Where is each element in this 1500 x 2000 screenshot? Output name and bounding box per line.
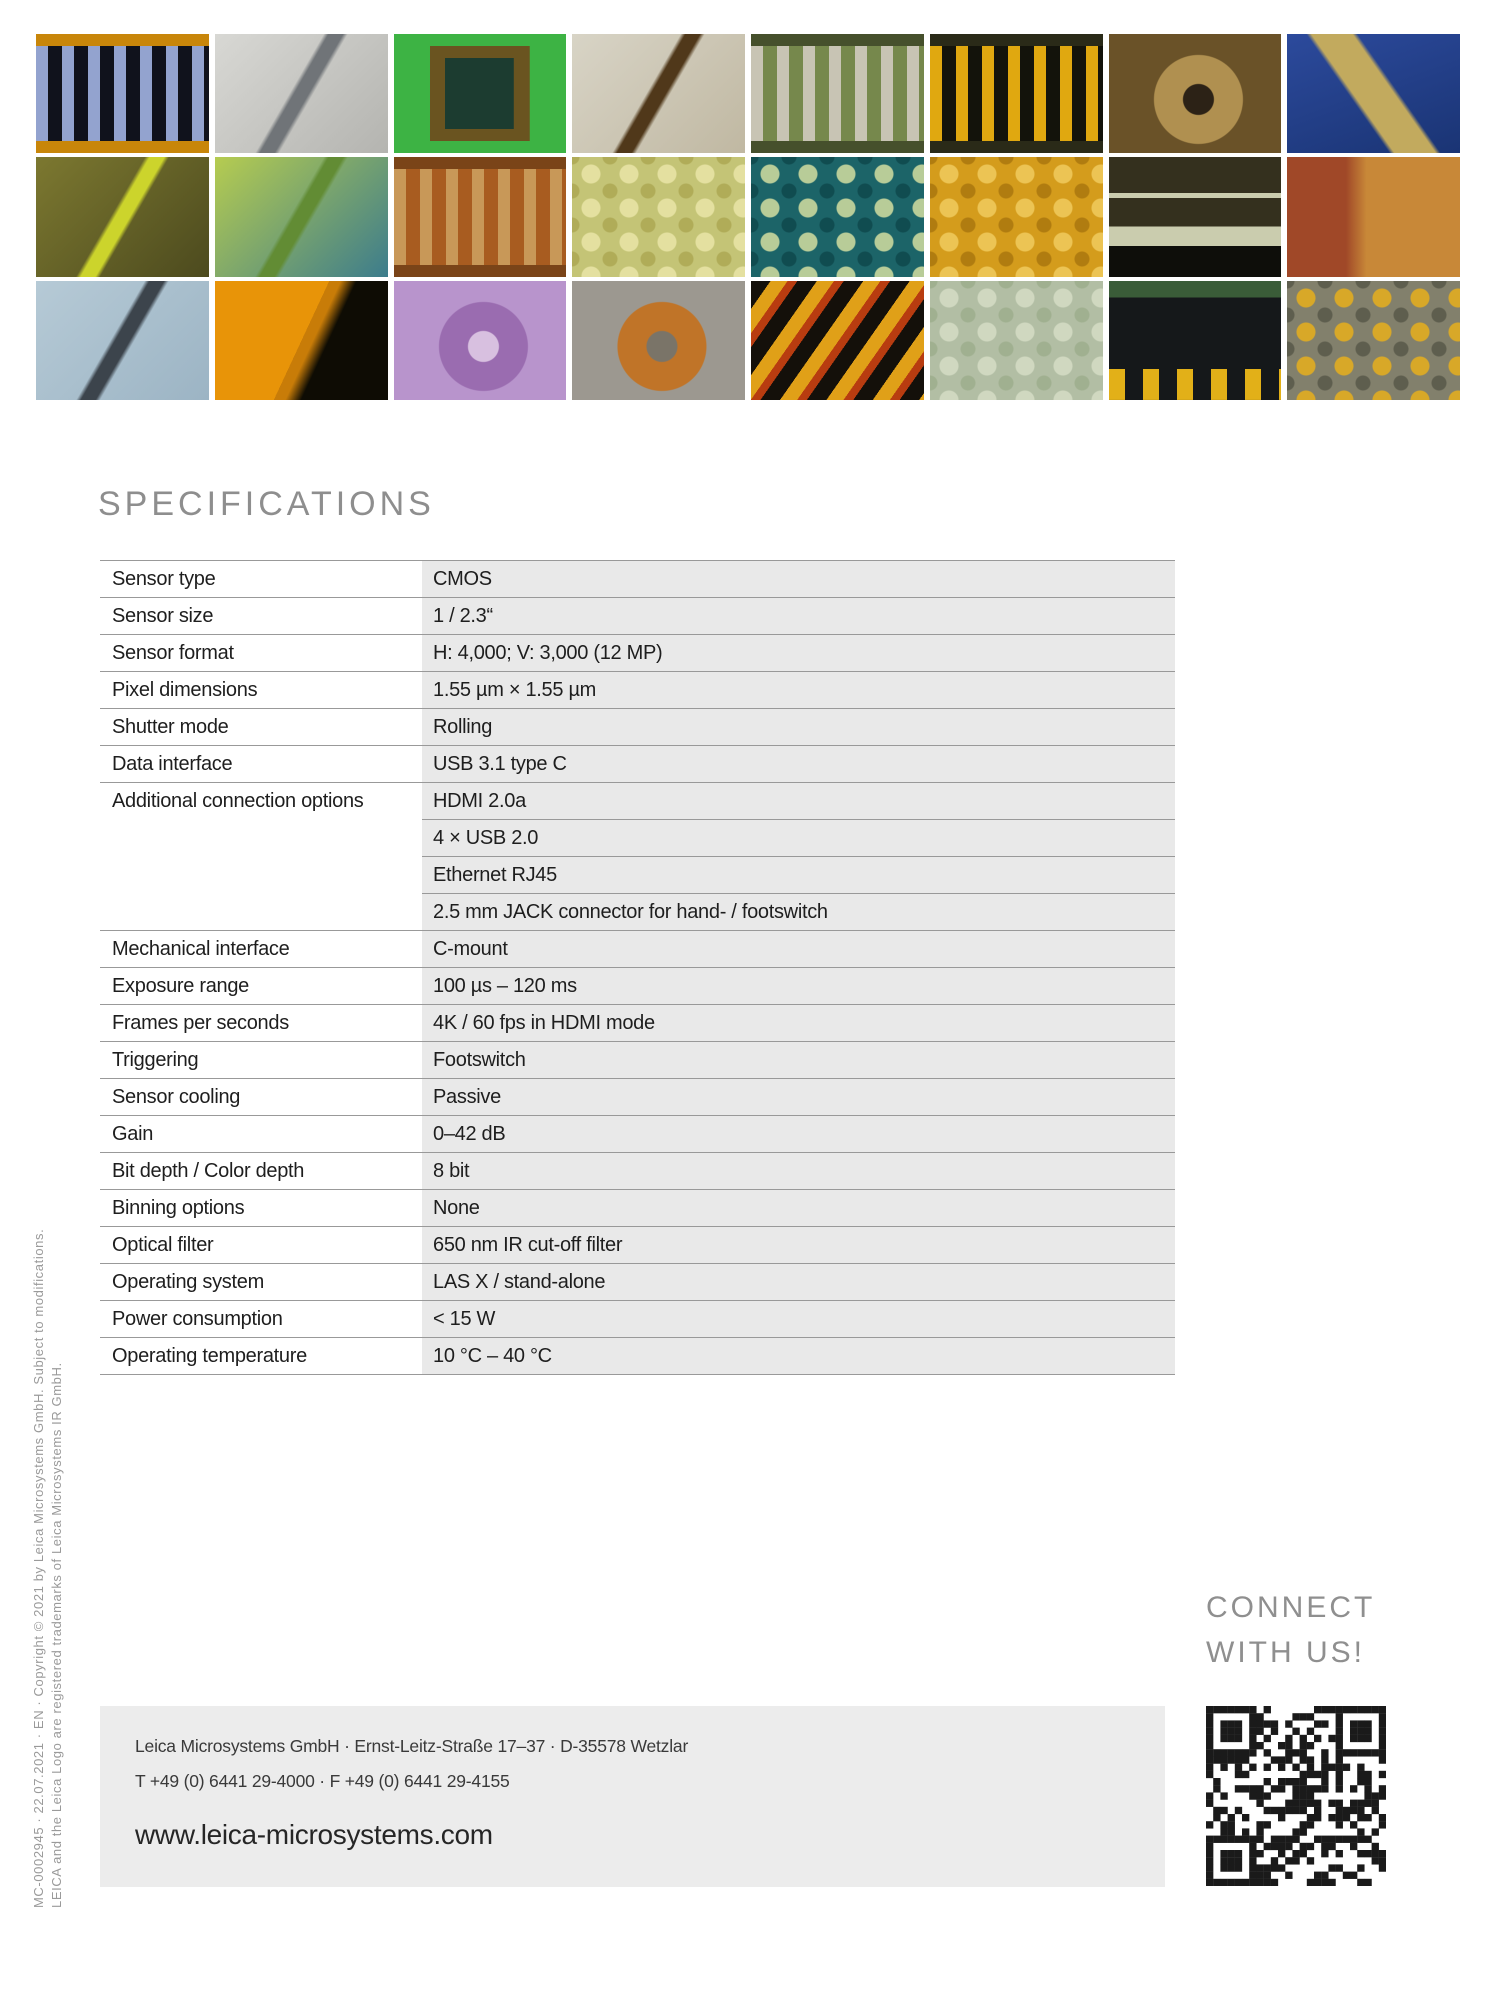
footer-contact-box: [100, 1706, 1165, 1887]
connect-line-1: CONNECT: [1206, 1591, 1376, 1624]
spec-label: Gain: [100, 1115, 422, 1152]
spec-value: Ethernet RJ45: [422, 856, 1175, 893]
website-link[interactable]: www.leica-microsystems.com: [135, 1819, 493, 1850]
spec-label: Binning options: [100, 1189, 422, 1226]
spec-label: [100, 856, 422, 893]
table-row: [100, 930, 1175, 967]
crystals-orange-black-image: [215, 281, 388, 400]
spec-value: LAS X / stand-alone: [422, 1263, 1175, 1300]
table-row: [100, 893, 1175, 930]
table-row: [100, 1041, 1175, 1078]
table-row: [100, 560, 1175, 597]
table-row: [100, 1337, 1175, 1374]
table-row: [100, 1152, 1175, 1189]
spec-label: Optical filter: [100, 1226, 422, 1263]
table-row: [100, 671, 1175, 708]
spec-label: Sensor cooling: [100, 1078, 422, 1115]
spec-value: 4 × USB 2.0: [422, 819, 1175, 856]
moth-pattern-violet-image: [394, 281, 567, 400]
spec-label: Sensor format: [100, 634, 422, 671]
resistors-on-board-image: [751, 34, 924, 153]
spec-label: Bit depth / Color depth: [100, 1152, 422, 1189]
spec-label: Data interface: [100, 745, 422, 782]
spec-value: H: 4,000; V: 3,000 (12 MP): [422, 634, 1175, 671]
chip-package-green-image: [394, 34, 567, 153]
needle-on-blue-image: [36, 281, 209, 400]
cell-tissue-pale-green-image: [930, 281, 1103, 400]
table-row: [100, 1004, 1175, 1041]
table-row: [100, 819, 1175, 856]
table-row: [100, 1115, 1175, 1152]
pcb-traces-teal-image: [751, 157, 924, 276]
honeycomb-orange-image: [930, 157, 1103, 276]
solar-panel-blue-gold-image: [1287, 34, 1460, 153]
spec-label: Sensor type: [100, 560, 422, 597]
guilloche-lime-teal-image: [215, 157, 388, 276]
table-row: [100, 782, 1175, 819]
spec-value: 2.5 mm JACK connector for hand- / footswitch: [422, 893, 1175, 930]
spec-label: Additional connection options: [100, 782, 422, 819]
spec-value: None: [422, 1189, 1175, 1226]
table-row: [100, 634, 1175, 671]
spec-label: Sensor size: [100, 597, 422, 634]
spec-value: USB 3.1 type C: [422, 745, 1175, 782]
insect-wing-beige-image: [572, 34, 745, 153]
spec-value: Footswitch: [422, 1041, 1175, 1078]
table-row: [100, 967, 1175, 1004]
spec-label: Shutter mode: [100, 708, 422, 745]
spec-label: Operating system: [100, 1263, 422, 1300]
spec-value: CMOS: [422, 560, 1175, 597]
spec-value: Passive: [422, 1078, 1175, 1115]
table-row: [100, 856, 1175, 893]
rust-texture-orange-image: [1287, 157, 1460, 276]
watch-gears-tan-image: [1109, 34, 1282, 153]
company-phone-fax: T +49 (0) 6441 29-4000 · F +49 (0) 6441 29-4155: [135, 1771, 510, 1791]
table-row: [100, 1300, 1175, 1337]
spec-value: 100 µs – 120 ms: [422, 967, 1175, 1004]
connect-line-2: WITH US!: [1206, 1636, 1365, 1669]
micro-circuit-weave-blue-image: [36, 34, 209, 153]
table-row: [100, 597, 1175, 634]
spec-value: 10 °C – 40 °C: [422, 1337, 1175, 1374]
microscopy-image-mosaic: [36, 34, 1460, 400]
metal-probe-gray-image: [215, 34, 388, 153]
spec-value: Rolling: [422, 708, 1175, 745]
spec-label: Pixel dimensions: [100, 671, 422, 708]
spec-label: Frames per seconds: [100, 1004, 422, 1041]
mineral-grains-metallic-image: [1287, 281, 1460, 400]
spec-label: [100, 893, 422, 930]
spec-value: 650 nm IR cut-off filter: [422, 1226, 1175, 1263]
table-row: [100, 708, 1175, 745]
imprint-copyright-text: MC-0002945 · 22.07.2021 · EN · Copyright © 2021 by Leica Microsystems GmbH. Subject to modifications.: [31, 1228, 46, 1908]
bonded-chip-row-dark-image: [1109, 157, 1282, 276]
connect-with-us-heading: [1206, 1585, 1375, 1675]
company-address: Leica Microsystems GmbH · Ernst-Leitz-Straße 17–37 · D-35578 Wetzlar: [135, 1736, 689, 1756]
qr-code-pattern: [1206, 1706, 1386, 1886]
spec-value: 8 bit: [422, 1152, 1175, 1189]
imprint-trademark-text: LEICA and the Leica Logo are registered trademarks of Leica Microsystems IR GmbH.: [49, 1362, 64, 1908]
table-row: [100, 1226, 1175, 1263]
table-row: [100, 745, 1175, 782]
spec-label: Triggering: [100, 1041, 422, 1078]
seeds-yellow-green-image: [572, 157, 745, 276]
spec-value: 1.55 µm × 1.55 µm: [422, 671, 1175, 708]
spec-label: [100, 819, 422, 856]
circuit-detail-orange-image: [394, 157, 567, 276]
table-row: [100, 1078, 1175, 1115]
spec-value: 4K / 60 fps in HDMI mode: [422, 1004, 1175, 1041]
gear-wheel-orange-image: [572, 281, 745, 400]
chip-pads-yellow-dark-image: [1109, 281, 1282, 400]
spec-value: C-mount: [422, 930, 1175, 967]
spec-value: < 15 W: [422, 1300, 1175, 1337]
spec-label: Operating temperature: [100, 1337, 422, 1374]
spec-label: Mechanical interface: [100, 930, 422, 967]
spec-label: Exposure range: [100, 967, 422, 1004]
specifications-table: [100, 560, 1175, 1375]
spec-label: Power consumption: [100, 1300, 422, 1337]
spec-value: HDMI 2.0a: [422, 782, 1175, 819]
page-title: SPECIFICATIONS: [98, 485, 435, 523]
qr-code-icon[interactable]: [1206, 1706, 1386, 1886]
table-row: [100, 1263, 1175, 1300]
spec-value: 1 / 2.3“: [422, 597, 1175, 634]
connector-comb-yellow-image: [930, 34, 1103, 153]
moss-lichen-olive-image: [36, 157, 209, 276]
butterfly-wing-stripes-image: [751, 281, 924, 400]
spec-value: 0–42 dB: [422, 1115, 1175, 1152]
table-row: [100, 1189, 1175, 1226]
